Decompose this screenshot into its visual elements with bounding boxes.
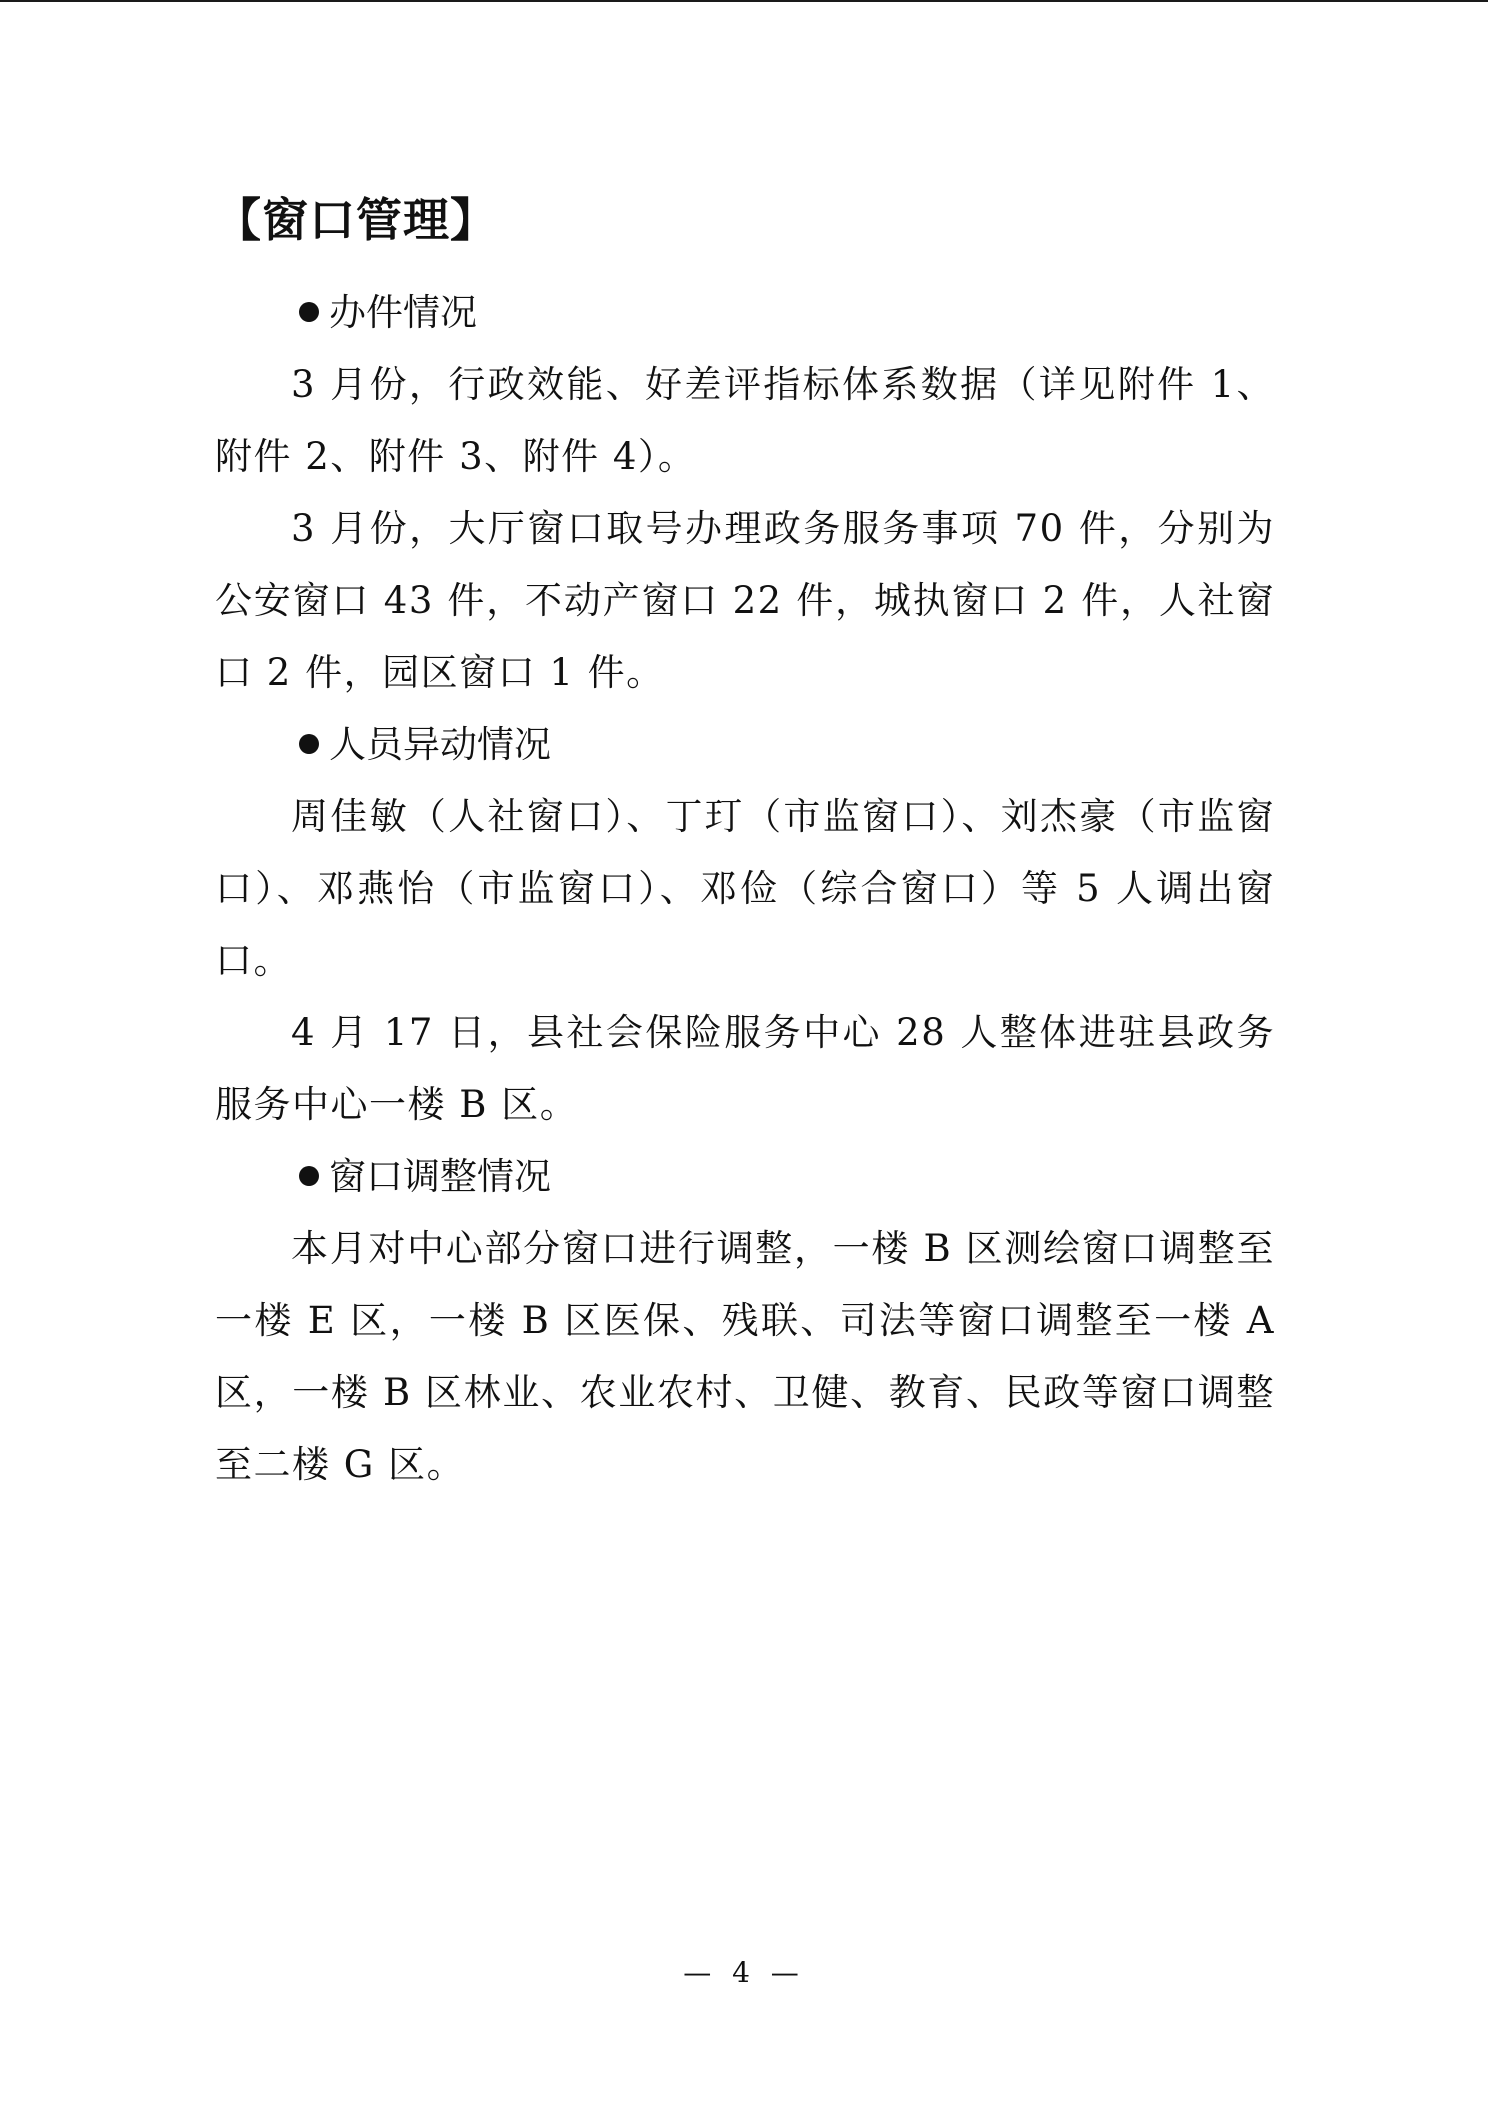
bullet-heading-label: 办件情况 [329,291,477,334]
bullet-heading-window-adjustment [215,1141,1275,1213]
paragraph-evaluation-data: 3 月份，行政效能、好差评指标体系数据（详见附件 1、附件 2、附件 3、附件 4）。 [215,363,1275,478]
page-number: — 4 — [683,1956,805,1989]
bullet-heading-label: 窗口调整情况 [329,1155,551,1198]
paragraph-social-insurance-move: 4 月 17 日，县社会保险服务中心 28 人整体进驻县政务服务中心一楼 B 区。 [215,1011,1275,1126]
document-body [215,185,1275,1501]
bullet-heading-label: 人员异动情况 [329,723,551,766]
bullet-dot-icon [299,734,319,754]
bullet-heading-staff-changes [215,709,1275,781]
section-title: 【窗口管理】 [215,193,497,247]
bullet-dot-icon [299,1166,319,1186]
bullet-heading-handling [215,277,1275,349]
paragraph-window-relocation: 本月对中心部分窗口进行调整，一楼 B 区测绘窗口调整至一楼 E 区，一楼 B 区医保、残联、司法等窗口调整至一楼 A 区，一楼 B 区林业、农业农村、卫健、教育、民政等窗口调整至二楼 G 区。 [215,1227,1275,1486]
bullet-dot-icon [299,302,319,322]
paragraph-window-items: 3 月份，大厅窗口取号办理政务服务事项 70 件，分别为公安窗口 43 件，不动产窗口 22 件，城执窗口 2 件，人社窗口 2 件，园区窗口 1 件。 [215,507,1275,694]
page-top-border [0,0,1488,2]
paragraph-staff-transfer: 周佳敏（人社窗口）、丁玎（市监窗口）、刘杰豪（市监窗口）、邓燕怡（市监窗口）、邓俭（综合窗口）等 5 人调出窗口。 [215,795,1275,982]
